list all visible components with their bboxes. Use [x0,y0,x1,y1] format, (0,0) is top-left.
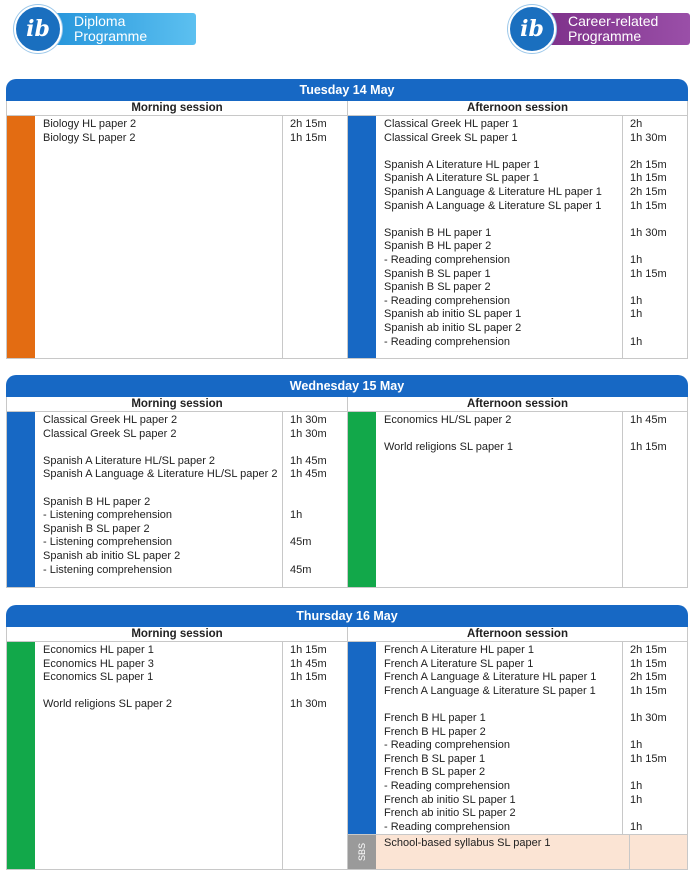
exam-name: French B SL paper 1 [384,752,486,765]
exam-duration [630,428,687,442]
exam-name: - Listening comprehension [43,536,173,549]
exam-duration: 1h [630,294,643,307]
exam-names [35,116,283,358]
exam-name: School-based syllabus SL paper 1 [384,837,551,850]
exam-name: - Reading comprehension [384,739,510,752]
day-title: Wednesday 15 May [6,375,688,397]
exam-duration: 1h [290,509,303,522]
exam-name: Spanish B SL paper 1 [384,267,491,280]
day-title: Thursday 16 May [6,605,688,627]
exam-duration: 1h 30m [290,427,327,440]
exam-duration: 45m [290,536,312,549]
ib-logo-icon: ib [508,5,556,53]
exam-name: Spanish ab initio SL paper 2 [384,321,522,334]
exam-name: Spanish A Literature HL/SL paper 2 [43,454,216,467]
exam-name: Classical Greek HL paper 1 [384,118,519,130]
exam-name: French B HL paper 2 [384,725,486,738]
session-color-bar [348,642,376,834]
exam-name: French ab initio SL paper 2 [384,807,516,820]
exam-name: World religions SL paper 2 [43,698,173,711]
exam-name: Economics HL/SL paper 2 [384,414,512,426]
exam-duration: 1h 30m [290,698,327,711]
exam-duration [630,213,687,227]
exam-name: French A Language & Literature SL paper 1 [384,684,596,697]
exam-name: Classical Greek SL paper 1 [384,131,518,144]
exam-duration: 1h [630,335,643,348]
exam-name: French B HL paper 1 [384,711,486,724]
exam-name: - Reading comprehension [384,820,510,833]
exam-name [384,698,622,712]
exam-name: Spanish A Language & Literature HL/SL paper 2 [43,468,278,481]
afternoon-session [347,627,687,869]
afternoon-session [347,101,687,358]
exam-durations [623,116,687,358]
exam-duration: 1h 15m [630,172,667,185]
exam-durations [283,116,347,358]
exam-duration [290,441,347,455]
exam-duration: 1h 15m [630,684,667,697]
session-heading: Morning session [7,101,347,116]
exam-name [43,441,282,455]
exam-duration: 2h 15m [630,158,667,171]
exam-name: Spanish A Language & Literature SL paper 1 [384,199,602,212]
logo-line: Programme [74,28,148,44]
exam-duration [630,766,687,780]
exam-durations [283,642,347,869]
exam-name [43,482,282,496]
exam-duration: 1h [630,793,643,806]
exam-duration: 1h 30m [630,711,667,724]
exam-duration: 2h 15m [630,671,667,684]
morning-session [7,101,347,358]
exam-duration: 1h 15m [630,657,667,670]
exam-name: - Reading comprehension [384,253,510,266]
session-color-bar [348,412,376,587]
day-thursday [6,605,688,870]
exam-name: Spanish A Literature SL paper 1 [384,172,539,185]
exam-name: Economics HL paper 3 [43,657,154,670]
exam-duration: 1h 15m [630,199,667,212]
exam-names [376,116,623,358]
exam-name: Spanish A Language & Literature HL paper 1 [384,185,602,198]
day-tuesday [6,79,688,359]
exam-duration [290,685,347,699]
exam-duration [630,807,687,821]
exam-name: Spanish B HL paper 2 [43,495,151,508]
exam-name [384,145,622,159]
exam-duration: 1h 45m [290,454,327,467]
exam-duration: 1h [630,253,643,266]
exam-name: Spanish B SL paper 2 [384,281,491,294]
exam-duration: 1h 45m [630,414,667,426]
day-wednesday [6,375,688,588]
sbs-tag-label: SBS [356,843,367,862]
exam-name: Economics HL paper 1 [43,644,154,656]
exam-name: French B SL paper 2 [384,766,486,779]
exam-duration [630,726,687,740]
exam-name: - Reading comprehension [384,779,510,792]
ib-logo-icon: ib [14,5,62,53]
logo-line: Programme [568,28,642,44]
exam-duration [630,240,687,254]
exam-name: Economics SL paper 1 [43,671,154,684]
exam-name: Spanish ab initio SL paper 1 [384,308,522,321]
exam-duration: 1h 30m [630,226,667,239]
exam-duration: 1h 30m [630,131,667,144]
session-color-bar [7,116,35,358]
exam-name: - Reading comprehension [384,335,510,348]
exam-duration: 1h 45m [290,657,327,670]
logo-line: Diploma [74,13,126,29]
exam-name: Biology HL paper 2 [43,118,137,130]
school-based-syllabus-row [348,834,687,869]
exam-name [43,685,282,699]
exam-duration: 2h 15m [630,644,667,656]
exam-name [384,213,622,227]
exam-duration: 1h [630,308,643,321]
exam-name [384,428,622,442]
exam-duration: 45m [290,563,312,576]
morning-session [7,627,347,869]
exam-name: French A Literature SL paper 1 [384,657,534,670]
exam-name: - Reading comprehension [384,294,510,307]
exam-durations [283,412,347,587]
exam-durations [623,642,687,834]
afternoon-session [347,397,687,587]
exam-name: - Listening comprehension [43,509,173,522]
exam-duration [290,482,347,496]
exam-durations [623,412,687,587]
sbs-tag [348,835,376,869]
exam-duration [630,698,687,712]
exam-duration: 1h 15m [290,131,327,144]
exam-names [35,412,283,587]
exam-name: Spanish B HL paper 2 [384,240,492,253]
exam-duration: 1h [630,779,643,792]
exam-name: Spanish ab initio SL paper 2 [43,549,181,562]
exam-duration: 2h [630,118,643,130]
exam-duration: 2h 15m [290,118,327,130]
career-related-programme-logo [508,6,690,52]
session-color-bar [348,116,376,358]
exam-duration: 1h 15m [290,644,327,656]
session-heading: Morning session [7,397,347,412]
session-heading: Afternoon session [348,627,687,642]
exam-duration [290,496,347,510]
exam-name: French ab initio SL paper 1 [384,793,516,806]
exam-name: Spanish B HL paper 1 [384,226,492,239]
exam-name: Spanish A Literature HL paper 1 [384,158,540,171]
exam-duration: 2h 15m [630,185,667,198]
session-heading: Afternoon session [348,101,687,116]
session-color-bar [7,642,35,869]
session-color-bar [7,412,35,587]
exam-names [35,642,283,869]
exam-names [376,412,623,587]
logo-line: Career-related [568,13,659,29]
session-heading: Morning session [7,627,347,642]
exam-name: Spanish B SL paper 2 [43,522,150,535]
diploma-programme-logo [14,6,196,52]
exam-name: Biology SL paper 2 [43,131,136,144]
exam-duration: 1h [630,739,643,752]
exam-duration: 1h 15m [630,267,667,280]
exam-name: Classical Greek SL paper 2 [43,427,177,440]
exam-duration: 1h 15m [630,441,667,454]
exam-name: French A Literature HL paper 1 [384,644,535,656]
exam-name: - Listening comprehension [43,563,173,576]
day-title: Tuesday 14 May [6,79,688,101]
exam-duration: 1h 30m [290,414,327,426]
exam-names [376,642,623,834]
session-heading: Afternoon session [348,397,687,412]
exam-duration: 1h [630,820,643,833]
exam-duration [290,523,347,537]
exam-duration: 1h 45m [290,468,327,481]
exam-duration [630,145,687,159]
exam-duration: 1h 15m [290,671,327,684]
exam-name: World religions SL paper 1 [384,441,514,454]
exam-duration [290,550,347,564]
exam-name: French A Language & Literature HL paper 1 [384,671,597,684]
exam-duration: 1h 15m [630,752,667,765]
exam-duration [630,281,687,295]
exam-duration [630,322,687,336]
exam-name: Classical Greek HL paper 2 [43,414,178,426]
morning-session [7,397,347,587]
